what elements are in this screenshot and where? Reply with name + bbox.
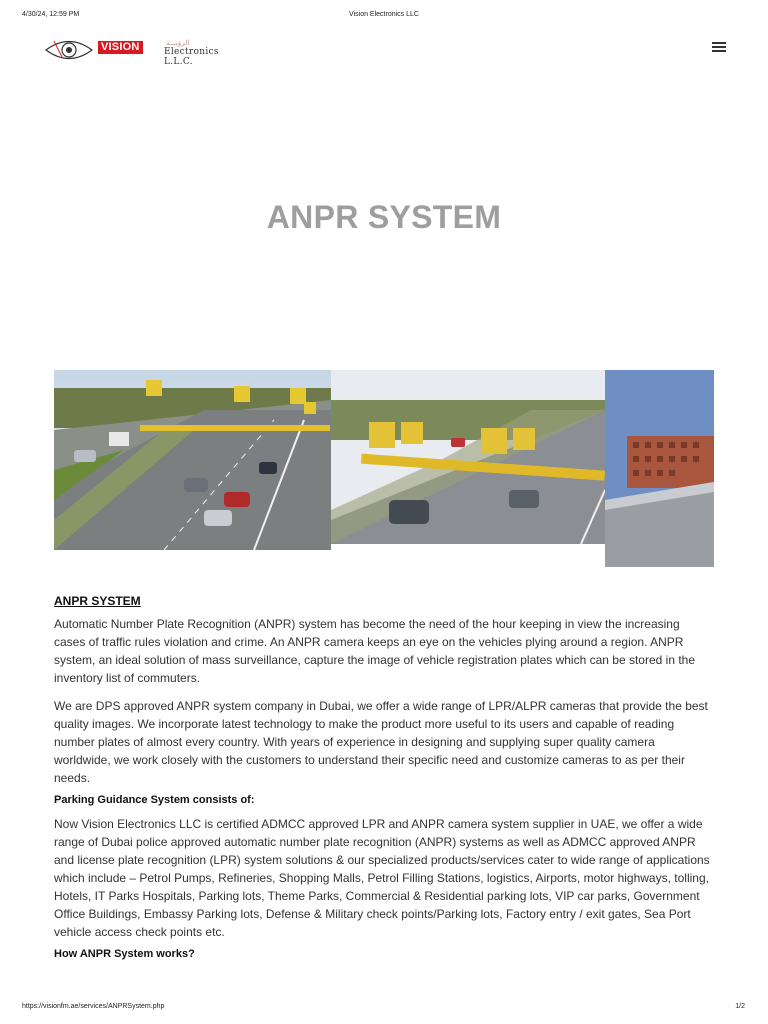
print-header bbox=[0, 11, 768, 23]
photo-gallery bbox=[54, 370, 714, 567]
article-paragraph-1: Automatic Number Plate Recognition (ANPR) system has become the need of the hour keeping in view the increasing cases of traffic rules violation and crime. An ANPR camera keeps an eye on the vehicles plying around a region. ANPR system, an ideal solution of mass surveillance, capture the image of vehicle registration plates which can be stored in the inventory list of commuters. bbox=[54, 617, 696, 685]
hero-title: ANPR SYSTEM bbox=[266, 199, 502, 236]
building-road-image bbox=[605, 370, 714, 567]
logo-subtitle: Electronics L.L.C. bbox=[164, 47, 219, 67]
article-subheading-parking: Parking Guidance System consists of: bbox=[54, 794, 255, 806]
logo-brand: VISION bbox=[98, 41, 143, 54]
print-title: Vision Electronics LLC bbox=[349, 11, 419, 18]
article-paragraph-3: Now Vision Electronics LLC is certified ADMCC approved LPR and ANPR camera system supplier in UAE, we offer a wide range of Dubai police approved automatic number plate recognition (ANPR) systems as well as ADMCC approved ANPR and license plate recognition (LPR) system solutions & our specialized products/services cater to wide range of applications which include – Petrol Pumps, Refineries, Shopping Malls, Petrol Filling Stations, logistics, Airports, motor highways, tolling, Hotels, IT Parks Hospitals, Parking lots, Theme Parks, Commercial & Residential parking lots, VIP car parks, Government Office Buildings, Embassy Parking lots, Defense & Military check points/Parking lots, Factory entry / exit gates, Sea Port vehicle access check points etc. bbox=[54, 817, 710, 939]
print-page-number: 1/2 bbox=[735, 1003, 745, 1010]
print-url: https://visionfm.ae/services/ANPRSystem.php bbox=[22, 1003, 165, 1010]
article-heading: ANPR SYSTEM bbox=[54, 594, 141, 608]
yellow-gantry-image bbox=[331, 370, 605, 544]
article-content bbox=[54, 592, 714, 969]
eye-logo-icon bbox=[44, 37, 94, 63]
print-date: 4/30/24, 12:59 PM bbox=[22, 11, 80, 18]
article-paragraph-2: We are DPS approved ANPR system company in Dubai, we offer a wide range of LPR/ALPR cameras that provide the best quality images. We incorporate latest technology to make the product more useful to its users and capable of reading number plates of almost every country. With years of experience in designing and supplying super quality camera worldwide, we work closely with the customers to understand their specific need and customize cameras to as per their needs. bbox=[54, 699, 708, 785]
logo-arabic: الرؤيـــة bbox=[166, 40, 190, 47]
motorway-cameras-image bbox=[54, 370, 331, 550]
hamburger-menu-icon[interactable] bbox=[712, 42, 726, 52]
article-subheading-how: How ANPR System works? bbox=[54, 948, 195, 960]
site-logo[interactable] bbox=[44, 37, 220, 67]
